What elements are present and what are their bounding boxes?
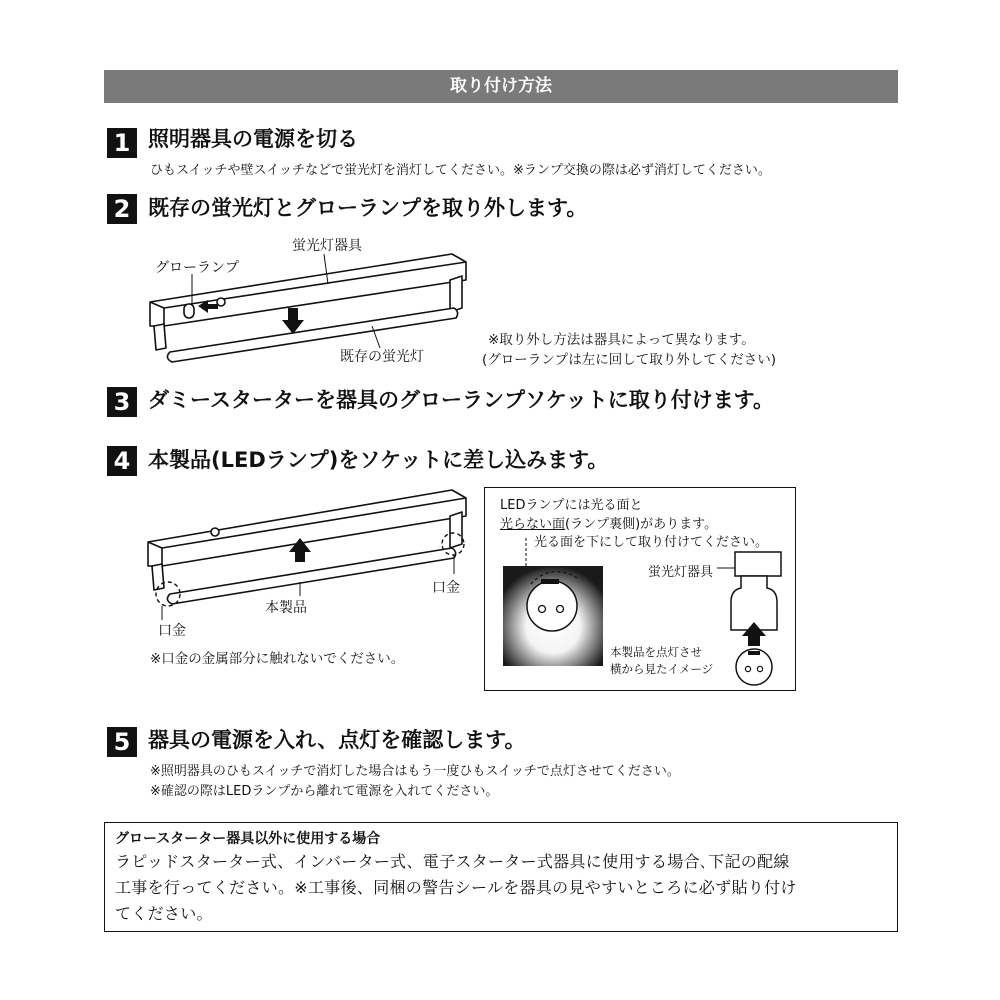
step-4-title: 本製品(LEDランプ)をソケットに差し込みます。	[148, 448, 609, 472]
info-line-1: LEDランプには光る面と	[500, 498, 643, 513]
led-install-illustration	[140, 482, 480, 632]
info-line-2-rest: (ランプ裏側)があります。	[565, 517, 718, 532]
info-unlit-side: 光らない面	[500, 517, 566, 532]
notice-title: グロースターター器具以外に使用する場合	[115, 831, 381, 847]
step-5-note-2: ※確認の際はLEDランプから離れて電源を入れてください。	[150, 784, 499, 799]
product-label: 本製品	[265, 600, 307, 616]
cap-label-right: 口金	[432, 580, 460, 596]
notice-line-1: ラピッドスターター式、インバーター式、電子スターター式器具に使用する場合､下記の配線	[115, 852, 790, 871]
cap-label-left: 口金	[158, 623, 186, 639]
cap-warning-note: ※口金の金属部分に触れないでください。	[150, 651, 405, 667]
info-fixture-label: 蛍光灯器具	[648, 565, 714, 580]
step-1-title: 照明器具の電源を切る	[148, 127, 358, 151]
step-5-number: 5	[107, 727, 137, 757]
step-3-title: ダミースターターを器具のグローランプソケットに取り付けます。	[148, 388, 775, 412]
removal-note-line1: ※取り外し方法は器具によって異なります。	[488, 332, 755, 348]
notice-line-3: てください。	[115, 904, 213, 923]
fixture-label: 蛍光灯器具	[292, 238, 362, 254]
step-4-number: 4	[107, 446, 137, 476]
other-fixture-notice-box	[104, 822, 898, 932]
notice-line-2: 工事を行ってください。※工事後、同梱の警告シールを器具の見やすいところに必ず貼り付け	[115, 878, 797, 897]
section-header: 取り付け方法	[104, 70, 898, 103]
step-3-number: 3	[107, 387, 137, 417]
step-5-note-1: ※照明器具のひもスイッチで消灯した場合はもう一度ひもスイッチで点灯させてください。	[150, 764, 680, 779]
info-caption-line2: 横から見たイメージ	[610, 662, 714, 676]
info-line-3: 光る面を下にして取り付けてください。	[534, 535, 769, 550]
step-1-description: ひもスイッチや壁スイッチなどで蛍光灯を消灯してください。※ランプ交換の際は必ず消灯してください。	[150, 163, 771, 178]
step-1-number: 1	[107, 128, 137, 158]
existing-tube-label: 既存の蛍光灯	[340, 349, 424, 365]
step-2-number: 2	[107, 194, 137, 224]
step-5-title: 器具の電源を入れ、点灯を確認します。	[148, 728, 526, 752]
removal-note-line2: (グローランプは左に回して取り外してください)	[482, 352, 777, 368]
glow-lamp-label: グローランプ	[155, 260, 239, 276]
info-caption-line1: 本製品を点灯させ	[610, 645, 702, 659]
step-2-title: 既存の蛍光灯とグローランプを取り外します。	[148, 196, 588, 220]
